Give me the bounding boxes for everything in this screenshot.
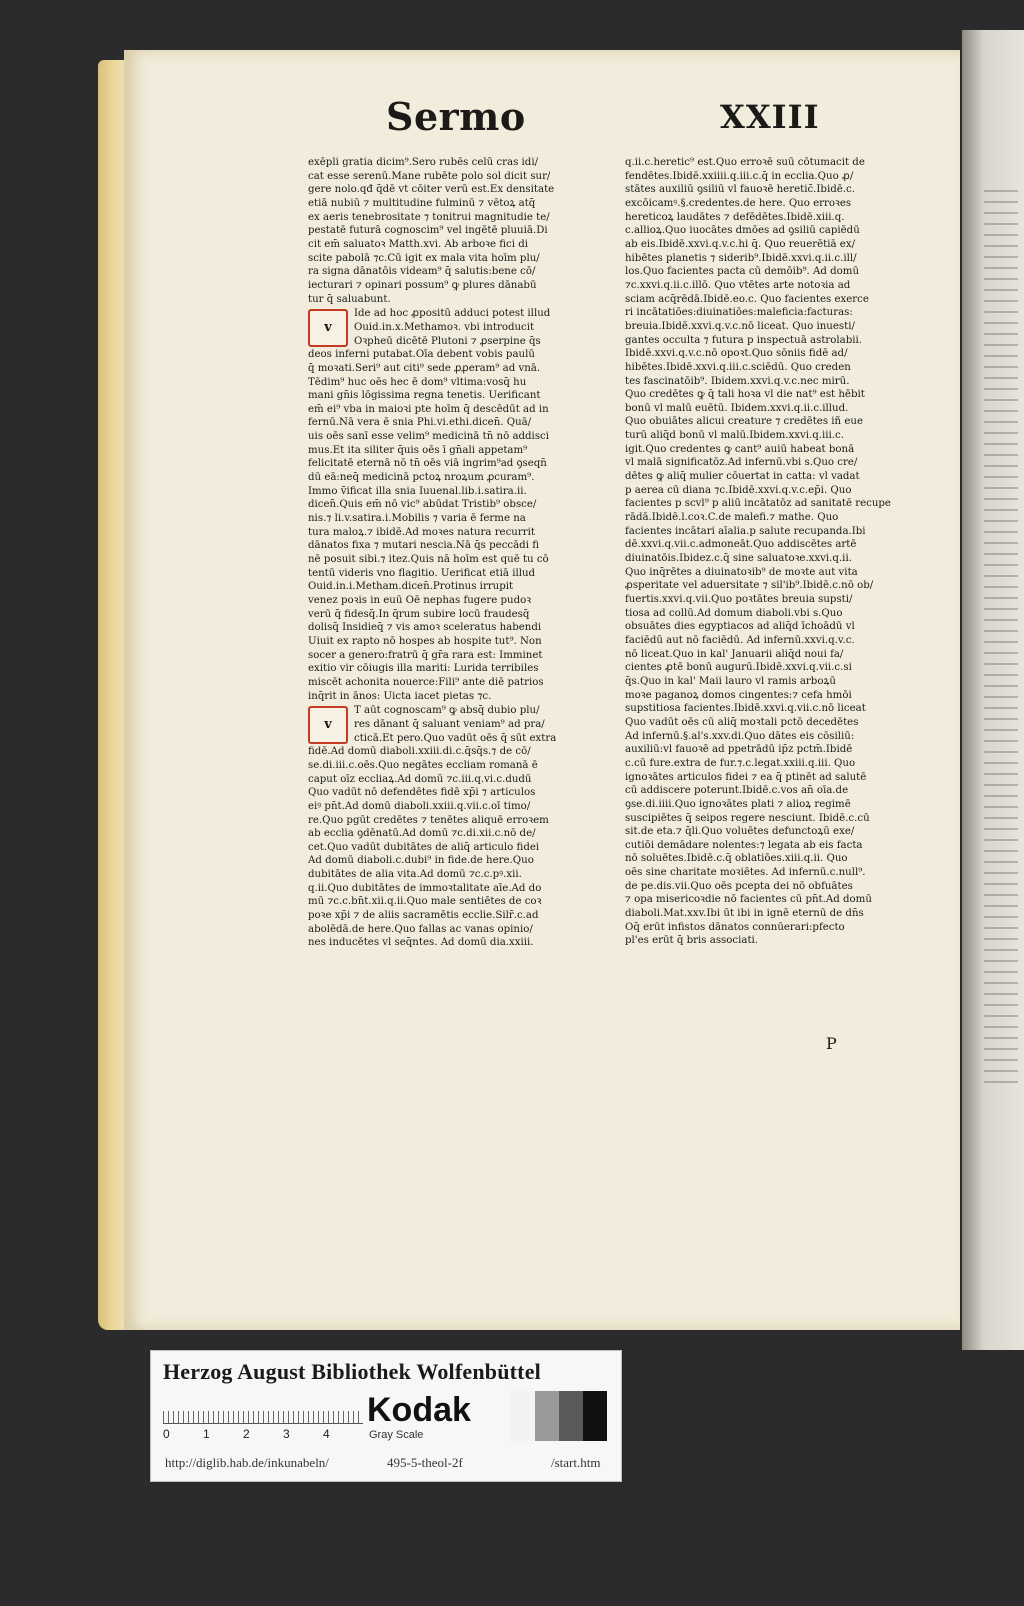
text-line: Uiuit ex rapto nō hospes ab hospite tut⁹. Non [308, 635, 542, 647]
text-line: tes fascinatōib⁹. Ibidem.xxvi.q.v.c.nec mirū. [625, 375, 850, 387]
text-line: p aerea cū diana ⁊c.Ibidē.xxvi.q.v.c.ep̄i. Quo [625, 484, 852, 496]
text-line: Tēdim⁹ huc oēs hec ē dom⁹ vltima:vosq̄ hu [308, 376, 527, 388]
text-line: dolisq̄ Insidieq̄ ⁊ vis amoꝛ sceleratus habendi [308, 622, 542, 634]
text-line: nis.⁊ li.v.satira.i.Mobilis ⁊ varia ē ferme na [308, 513, 526, 525]
text-line: Quo vadūt nō defendētes fidē xp̄i ⁊ articulos [308, 787, 536, 799]
text-line: Immo v̄ificat illa snia Iuuenal.lib.i.satira.ii. [308, 485, 527, 497]
text-line: turū aliq̄d bonū vl̄ malū.Ibidem.xxvi.q.iii.c. [625, 430, 844, 442]
kodak-logo: Kodak [367, 1391, 471, 1429]
text-line: auxiliū:vl̄ fauoꝛē ad ppetrādū ip̄z pctm̄.Ibidē [625, 744, 853, 756]
text-line: Ad infernū.§.al's.xxv.di.Quo dātes eis cōsiliū: [625, 730, 855, 742]
text-line: ꝯse.di.iiii.Quo ignoꝛātes plati ⁊ alioꝝ regimē [625, 798, 851, 810]
text-line: gere nolo.qđ q̄dē vt cōiter verū est.Ex densitate [308, 184, 555, 196]
page-header [124, 84, 960, 144]
text-line: se.di.iii.c.oēs.Quo negātes eccl̄iam romanā ē [308, 759, 538, 771]
text-line: fuertis.xxvi.q.vii.Quo poꝛtātes breuia supsti/ [625, 594, 853, 605]
text-line: dē.xxvi.q.vii.c.admoneāt.Quo addiscētes artē [625, 539, 857, 551]
left-column-intro [308, 156, 594, 306]
text-line: q̄ moꝛati.Seri⁹ aut citi⁹ sede ꝓꝓeram⁹ ad vnā. [308, 362, 541, 374]
text-line: Ide ad hoc ꝓpositū adduci potest illud [354, 308, 551, 320]
text-line: Quo obuiātes alicui creature ⁊ credētes iñ eue [625, 416, 863, 428]
text-line: res dānant q̄ saluant veniam⁹ ad pra/ [354, 718, 545, 730]
text-line: nē posuit sibi.⁊ itez.Quis nā hoīm est quē tu cō [308, 554, 549, 566]
text-line: dubitātes de alia vita.Ad domū ⁊c.c.pꝰ.xii. [308, 869, 522, 881]
text-line: igit.Quo credentes ꝙ cant⁹ auiū habeat bonā [625, 443, 855, 455]
start-page-link[interactable]: /start.htm [551, 1455, 601, 1470]
text-line: ab eccl̄ia ꝯdēnatū.Ad domū ⁊c.di.xii.c.nō de/ [308, 828, 536, 840]
text-line: de pe.dis.vii.Quo oēs pcepta dei nō obfuātes [625, 880, 853, 892]
adjacent-page [962, 30, 1024, 1350]
text-line: sit.de eta.⁊ q̄li.Quo voluētes defunctoꝝū exe/ [625, 826, 855, 838]
text-line: cientes ꝓtē bonū augurū.Ibidē.xxvi.q.vii.c.si [625, 662, 852, 674]
text-line: Oq̄ erūt infistos dānatos connūerari:pfecto [625, 921, 845, 933]
folio-number: XXIII [720, 98, 820, 136]
text-line: deos inferni putabat.Oīa debent vobis paulū [308, 349, 535, 361]
text-line: cat esse serenū.Mane rubēte polo sol dicit sur/ [308, 170, 551, 182]
text-line: Ouid.in.x.Methamoꝛ. vbi introducit [354, 321, 535, 333]
text-line: q.ii.c.heretic⁹ est.Quo erroꝛē suū cōtumacit de [625, 157, 865, 168]
text-line: dētes ꝙ aliq̄ mulier cōuertat in catta: vl̄ vadat [625, 471, 860, 483]
text-line: faciēdū aut nō faciēdū. Ad infernū.xxvi.q.v.c. [625, 634, 855, 646]
text-line: venez poꝛis in euū Oē nephas fugere pudoꝛ [308, 595, 532, 606]
text-line: felicitatē eternā nō tn̄ oēs viā ingrim⁹ad ꝯseqn̄ [308, 458, 547, 470]
adjacent-page-text [984, 190, 1018, 1090]
text-line: excōicamꝰ.§.credentes.de here. Quo erroꝛes [625, 197, 852, 209]
text-line: hereticoꝝ laudātes ⁊ defēdētes.Ibidē.xiii.q. [625, 211, 845, 223]
text-line: em̄ ei⁹ vba in maioꝛi pte hoīm q̄ descēdūt ad in [308, 403, 549, 415]
text-line: socer a genero:fratrū q̄ gr̄a rara est: Imminet [308, 649, 543, 661]
shelfmark: 495-5-theol-2f [387, 1455, 463, 1470]
text-line: supstitiosa facientes.Ibidē.xxvi.q.vii.c.nō liceat [625, 703, 866, 715]
text-line: diaboli.Mat.xxv.Ibi ūt ibi in ignē eternū de dn̄s [625, 908, 864, 920]
text-line: hibētes planetis ⁊ siderib⁹.Ibidē.xxvi.q.ii.c.ill/ [625, 252, 857, 264]
text-line: gantes occulta ⁊ futura p inspectuā astrolabii. [625, 334, 863, 346]
left-column [308, 156, 594, 950]
text-line: cet.Quo vadūt dubitātes de aliq̄ articulo fidei [308, 841, 540, 853]
text-line: verū q̄ fidesq̄.In q̄rum subire locū fraudesq̄ [308, 608, 530, 620]
text-line: facientes p scvl⁹ p aliū incātatōz ad sanitatē recupe [625, 498, 891, 510]
text-line: poꝛe xp̄i ⁊ de aliis sacramētis eccl̄ie.Silr̄.c.ad [308, 910, 539, 922]
text-line: bonū vl̄ malū euētū. Ibidem.xxvi.q.ii.c.illud. [625, 402, 849, 414]
text-line: obsuātes dies egyptiacos ad aliq̄d īchoādū vl̄ [625, 621, 855, 633]
paragraph-2 [308, 307, 594, 703]
text-line: q.ii.Quo dubitātes de immoꝛtalitate aīe.Ad do [308, 882, 542, 894]
text-line: sciam acq̄rēdā.Ibidē.eo.c. Quo facientes exerce [625, 293, 869, 305]
ruler-number: 4 [323, 1427, 330, 1441]
text-line: nō soluētes.Ibidē.c.q̄ oblatiōes.xiii.q.ii. Quo [625, 853, 848, 865]
text-line: Quo inq̄rētes a diuinatoꝛib⁹ de moꝛte aut vita [625, 566, 858, 578]
text-line: tur q̄ saluabunt. [308, 293, 391, 305]
text-line: ra signa dānatōis videam⁹ q̄ salutis:bene cō/ [308, 266, 536, 278]
text-line: dū eā:neq̄ medicinā pctoꝝ nroꝝum ꝓcuram⁹. [308, 472, 535, 484]
text-line: ⁊ opa misericoꝛdie nō facientes cū pn̄t.Ad domū [625, 894, 872, 906]
text-line: miscēt achonita nouerce:Fili⁹ ante diē patrios [308, 676, 544, 688]
rubricated-initial-v: v [308, 309, 348, 347]
running-title: Sermo [386, 94, 526, 139]
paragraph-3 [308, 704, 594, 950]
text-line: mū ⁊c.c.bn̄t.xii.q.ii.Quo male sentiētes de coꝛ [308, 896, 542, 908]
text-line: cū addiscere poterunt.Ibidē.c.vos an̄ oīa.de [625, 785, 849, 797]
text-line: diuinatōis.Ibidez.c.q̄ sine saluatoꝛe.xxvi.q.ii. [625, 553, 852, 565]
text-line: Quo vadūt oēs cū aliq̄ moꝛtali pctō decedētes [625, 716, 859, 728]
text-line: pestatē futurā cognoscim⁹ vel ingētē pluuiā.Di [308, 225, 548, 237]
text-line: breuia.Ibidē.xxvi.q.v.c.nō liceat. Quo inuesti/ [625, 320, 855, 332]
ruler-number: 1 [203, 1427, 210, 1441]
text-line: ri incātatiōes:diuinatiōes:maleficia:facturas: [625, 307, 853, 319]
text-line: tiosa ad collū.Ad domum diaboli.vbi s.Quo [625, 607, 843, 619]
ruler-numbers [163, 1427, 373, 1441]
text-line: q̄s.Quo in kal' Maii lauro vl̄ ramis arboꝝū [625, 675, 836, 687]
text-line: re.Quo pgūt credētes ⁊ tenētes aliquē erroꝛem [308, 814, 549, 826]
text-line: ex aeris tenebrositate ⁊ tonitrui magnitudie te/ [308, 211, 550, 223]
text-line: Ibidē.xxvi.q.v.c.nō opoꝛt.Quo sōniis fidē ad/ [625, 348, 848, 360]
text-line: fernū.Nā vera ē snia Phi.vi.ethi.dicen̄. Quā/ [308, 417, 532, 429]
text-line: suscipiētes q̄ seipos regere nesciunt. Ibidē.c.cū [625, 812, 870, 824]
text-line: iecturari ⁊ opinari possum⁹ ꝙ plures dānabū [308, 279, 537, 291]
gray-swatch [511, 1391, 535, 1441]
text-line: fidē.Ad domū diaboli.xxiii.di.c.q̄sq̄s.⁊ de cō/ [308, 746, 531, 758]
text-line: ⁊c.xxvi.q.ii.c.illō. Quo vtētes arte notoꝛia ad [625, 279, 851, 291]
ruler-number: 2 [243, 1427, 250, 1441]
text-line: ignoꝛātes articulos fidei ⁊ ea q̄ ptinēt ad salutē [625, 771, 867, 783]
text-line: tura maloꝝ.⁊ ibidē.Ad moꝛes natura recurrit [308, 526, 535, 538]
ruler-number: 0 [163, 1427, 170, 1441]
text-line: moꝛe paganoꝝ domos cingentes:⁊ cefa hmōi [625, 689, 852, 701]
text-line: etiā nubiū ⁊ multitudine fulminū ⁊ vētoꝝ atq̄ [308, 197, 536, 209]
text-line: stātes auxiliū ꝯsiliū vl̄ fauoꝛē heretic̄.Ibidē.c. [625, 184, 855, 196]
text-line: scite pabolā ⁊c.Cū igit ex mala vita hoīm plu/ [308, 252, 540, 264]
gray-swatch [535, 1391, 559, 1441]
text-line: exēpli gratia dicim⁹.Sero rubēs celū cras idi/ [308, 157, 539, 168]
text-line: ꝓsperitate vel aduersitate ⁊ sil'ib⁹.Ibidē.c.nō ob/ [625, 580, 874, 592]
text-line: rādā.Ibidē.l.coꝛ.C.de malefi.⁊ mathe. Quo [625, 512, 839, 524]
text-line: nes inducētes vl̄ seq̄ntes. Ad domū dia.xxiii. [308, 937, 534, 949]
text-line: mus.Et ita siliter q̄uis oēs ī gn̄ali appetam⁹ [308, 444, 528, 456]
text-line: exitio vir cōiugis illa mariti: Lurida terribiles [308, 663, 539, 675]
text-line: cit em̄ saluatoꝛ Matth.xvi. Ab arboꝛe fici di [308, 238, 529, 250]
right-column [625, 156, 911, 948]
text-line: caput oīz eccl̄iaꝝ.Ad domū ⁊c.iii.q.vi.c.dudū [308, 773, 532, 785]
text-line: abolēdā.de here.Quo fallas ac vanas opinio/ [308, 923, 533, 935]
gray-scale-swatches [511, 1391, 607, 1441]
text-line: inq̄rit in ānos: Uicta iacet pietas ⁊c. [308, 690, 492, 702]
text-line: Oꝛpheū dicētē Plutoni ⁊ ꝓserpine q̄s [354, 335, 541, 347]
text-line: dānatos fixa ⁊ mutari nescia.Nā q̄s peccādi fi [308, 540, 539, 552]
text-line: Quo credētes ꝙ q̄ tali hoꝛa vl̄ die nat⁹ est hēbit [625, 389, 865, 401]
text-line: cticā.Et pero.Quo vadūt oēs q̄ sūt extra [354, 732, 557, 744]
ruler-number: 3 [283, 1427, 290, 1441]
text-line: vl̄ malā significatōz.Ad infernū.vbi s.Quo cre/ [625, 457, 858, 469]
text-line: Ouid.in.i.Metham.dicen̄.Protinus irrupit [308, 581, 514, 593]
gray-scale-label: Gray Scale [369, 1429, 424, 1441]
text-line: Ad domū diaboli.c.dubi⁹ in fide.de here.Quo [308, 855, 534, 867]
signature-mark: P [826, 1034, 837, 1053]
text-line: c.cū fure.extra de fur.⁊.c.legat.xxiii.q.iii. Quo [625, 757, 856, 769]
gray-swatch [559, 1391, 583, 1441]
scale-ruler [163, 1395, 363, 1424]
text-line: T aūt cognoscam⁹ ꝙ absq̄ dubio plu/ [354, 705, 540, 717]
library-label-card [150, 1350, 622, 1482]
text-line: eiꝰ pn̄t.Ad domū diaboli.xxiii.q.vii.c.oī timo/ [308, 800, 531, 812]
text-line: tentū videris vno flagitio. Uerificat etiā illud [308, 567, 536, 579]
text-line: pl'es erūt q̄ bris associati. [625, 935, 759, 947]
text-line: uis oēs sanī esse velim⁹ medicinā tn̄ nō addisci [308, 431, 550, 443]
library-name: Herzog August Bibliothek Wolfenbüttel [163, 1359, 541, 1384]
text-line: cutiōi demādare nolentes:⁊ legata ab eis facta [625, 839, 863, 851]
text-line: oēs sine charitate moꝛiētes. Ad infernū.c.null⁹. [625, 867, 866, 879]
text-line: fendētes.Ibidē.xxiiii.q.iii.c.q̄ in eccl̄ia.Quo ꝓ/ [625, 170, 854, 182]
digital-library-url[interactable]: http://diglib.hab.de/inkunabeln/ [165, 1455, 329, 1470]
text-line: nō liceat.Quo in kal' Januarii aliq̄d noui fa/ [625, 648, 844, 660]
text-line: los.Quo facientes pacta cū demōib⁹. Ad domū [625, 266, 860, 278]
text-line: mani gn̄is lōgissima regna tenetis. Uerificant [308, 390, 541, 402]
gray-swatch [583, 1391, 607, 1441]
text-line: facientes incātari aīalia.p salute recupanda.Ibi [625, 525, 866, 537]
text-line: ab eis.Ibidē.xxvi.q.v.c.hi q̄. Quo reuerētiā ex/ [625, 238, 856, 250]
text-line: dicen̄.Quis em̄ nō vic⁹ abūdat Tristib⁹ obsce/ [308, 499, 537, 511]
text-line: hibētes.Ibidē.xxvi.q.iii.c.sciēdū. Quo creden [625, 361, 851, 373]
rubricated-initial-v-2: v [308, 706, 348, 744]
text-line: c.allioꝝ.Quo iuocātes dmōes ad ꝯsiliū capiēdū [625, 225, 860, 237]
